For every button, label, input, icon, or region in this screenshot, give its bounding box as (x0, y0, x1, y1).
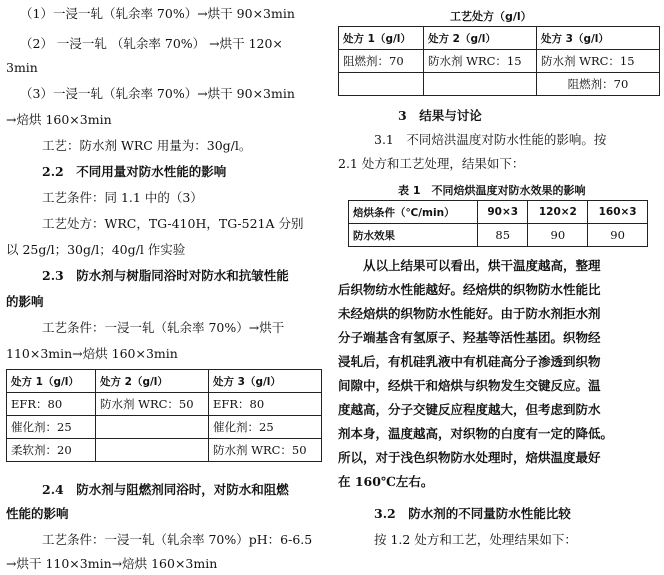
table-cell: 柔软剂：20 (7, 439, 96, 462)
table-cell: 防水剂 WRC：50 (96, 393, 209, 416)
table-cell: 90 (528, 224, 588, 247)
section-2-4-heading-cont: 性能的影响 (6, 506, 69, 521)
recipe-table-2 (338, 26, 660, 96)
paragraph-line: 所以，对于浅色织物防水处理时，焙烘温度最好 (338, 450, 601, 465)
table-header: 90×3 (478, 201, 528, 224)
recipe-table-1 (6, 369, 322, 462)
section-2-3-heading-cont: 的影响 (6, 294, 44, 309)
table-header: 处方 1（g/l） (7, 370, 96, 393)
paragraph-line: 从以上结果可以看出，烘干温度越高，整理 (338, 258, 601, 273)
table-header: 焙烘条件（℃/min） (349, 201, 478, 224)
recipe-line: 工艺处方：WRC，TG-410H，TG-521A 分别 (42, 216, 304, 231)
table-cell (96, 416, 209, 439)
table-cell (96, 439, 209, 462)
section-2-3-heading: 2.3 防水剂与树脂同浴时对防水和抗皱性能 (42, 268, 289, 283)
table-cell: 催化剂：25 (209, 416, 322, 439)
table-header: 处方 3（g/l） (537, 27, 660, 50)
table-cell (424, 73, 537, 96)
table-3-caption: 表 1 不同焙烘温度对防水效果的影响 (398, 184, 586, 197)
paragraph-line: 后织物纺水性能越好。经焙烘的织物防水性能比 (338, 282, 601, 297)
table-cell: 90 (588, 224, 648, 247)
section-3-2-heading: 3.2 防水剂的不同量防水性能比较 (374, 506, 571, 521)
table-header: 120×2 (528, 201, 588, 224)
table-cell: EFR：80 (7, 393, 96, 416)
section-3-1-line-cont: 2.1 处方和工艺处理，结果如下： (338, 156, 525, 171)
process-note: 工艺：防水剂 WRC 用量为：30g/l。 (42, 138, 252, 153)
paragraph-line: 未经焙烘的织物防水性能好。由于防水剂拒水剂 (338, 306, 601, 321)
process-line-1: （1）一浸一轧（轧余率 70%）→烘干 90×3min (20, 6, 295, 21)
paragraph-line: 分子端基含有氢原子、羟基等活性基团。织物经 (338, 330, 601, 345)
process-line-2-cont: 3min (6, 60, 38, 75)
paragraph-line: 在 160℃左右。 (338, 474, 434, 489)
condition-line-3: 工艺条件：一浸一轧（轧余率 70%）pH：6-6.5 (42, 532, 313, 547)
paragraph-line: 间隙中，经烘干和焙烘与织物发生交键反应。温 (338, 378, 601, 393)
section-2-2-heading: 2.2 不同用量对防水性能的影响 (42, 164, 227, 179)
paragraph-line: 剂本身，温度越高，对织物的白度有一定的降低。 (338, 426, 614, 441)
condition-line-2: 工艺条件：一浸一轧（轧余率 70%）→烘干 (42, 320, 285, 335)
table-cell: 阻燃剂：70 (339, 50, 424, 73)
table-cell: EFR：80 (209, 393, 322, 416)
process-line-3: （3）一浸一轧（轧余率 70%）→烘干 90×3min (20, 86, 295, 101)
paragraph-line: 浸轧后，有机硅乳液中有机硅高分子渗透到织物 (338, 354, 601, 369)
table-cell: 防水效果 (349, 224, 478, 247)
table-header: 处方 1（g/l） (339, 27, 424, 50)
section-3-1-line: 3.1 不同焙洪温度对防水性能的影响。按 (374, 132, 607, 147)
table-cell (339, 73, 424, 96)
table-cell: 防水剂 WRC：50 (209, 439, 322, 462)
process-line-3-cont: →焙烘 160×3min (6, 112, 112, 127)
table-cell: 防水剂 WRC：15 (537, 50, 660, 73)
recipe-line-cont: 以 25g/l；30g/l；40g/l 作实验 (6, 242, 186, 257)
section-2-4-heading: 2.4 防水剂与阻燃剂同浴时，对防水和阻燃 (42, 482, 289, 497)
table-header: 处方 2（g/l） (424, 27, 537, 50)
condition-line-2-cont: 110×3min→焙烘 160×3min (6, 346, 178, 361)
table-header: 处方 3（g/l） (209, 370, 322, 393)
table-cell: 阻燃剂：70 (537, 73, 660, 96)
table-2-caption: 工艺处方（g/l） (450, 10, 532, 23)
table-cell: 防水剂 WRC：15 (424, 50, 537, 73)
table-header: 处方 2（g/l） (96, 370, 209, 393)
process-line-2: （2） 一浸一轧 （轧余率 70%） →烘干 120× (20, 36, 283, 51)
section-3-heading: 3 结果与讨论 (398, 108, 482, 123)
condition-line-3-cont: →烘干 110×3min→焙烘 160×3min (6, 556, 218, 571)
table-cell: 催化剂：25 (7, 416, 96, 439)
table-cell: 85 (478, 224, 528, 247)
table-header: 160×3 (588, 201, 648, 224)
condition-line: 工艺条件：同 1.1 中的（3） (42, 190, 203, 205)
results-table (348, 200, 648, 247)
paragraph-line: 度越高，分子交键反应程度越大，但考虑到防水 (338, 402, 601, 417)
closing-line: 按 1.2 处方和工艺，处理结果如下： (374, 532, 577, 547)
